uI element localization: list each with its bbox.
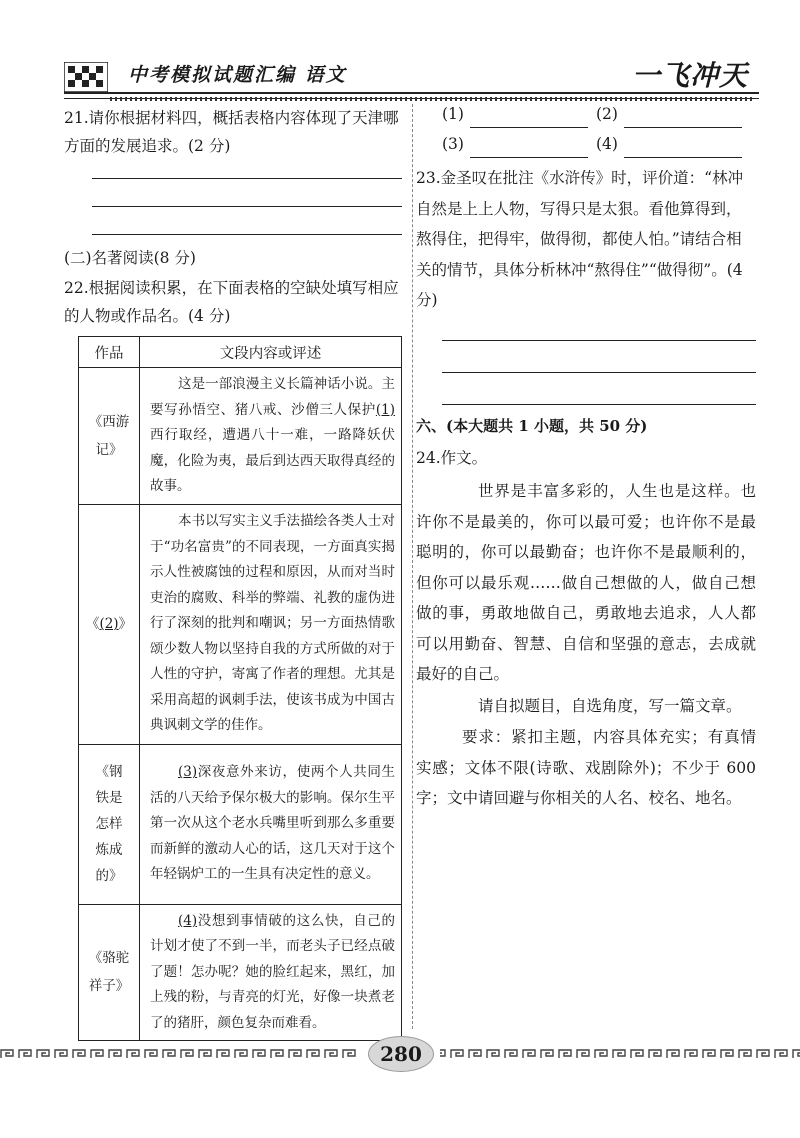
question-23: 23.金圣叹在批注《水浒传》时，评价道：“林冲自然是上上人物，写得只是太狠。看他算得到，熬得住，把得牢，做得彻，都使人怕。”请结合相关的情节，具体分析林冲“熬得住”“做得彻”。(4 分): [416, 169, 744, 309]
section-2-heading: (二)名著阅读(8 分): [64, 249, 196, 267]
blank-3[interactable]: (3): [178, 764, 198, 781]
blank-input-2[interactable]: [624, 109, 742, 128]
header-title: 中考模拟试题汇编 语文: [128, 64, 347, 86]
works-table: [78, 336, 402, 1041]
blank-1[interactable]: (1): [375, 401, 395, 418]
blank-input-3[interactable]: [470, 139, 588, 158]
work-bracket: 》: [118, 616, 133, 632]
work-bracket: 《: [85, 616, 100, 632]
desc-text: 西行取经，遭遇八十一难，一路降妖伏魔，化险为夷，最后到达西天取得真经的故事。: [150, 427, 395, 494]
work-cell: 《西游记》: [79, 368, 140, 505]
col-desc-header: 文段内容或评述: [140, 337, 402, 368]
checker-logo-icon: [64, 62, 108, 92]
blank-label: (2): [596, 105, 618, 123]
blank-input-1[interactable]: [470, 109, 588, 128]
page-number: 280: [368, 1036, 434, 1072]
essay-prompt: 世界是丰富多彩的，人生也是这样。也许你不是最美的，你可以最可爱；也许你不是最聪明的，你可以最勤奋；也许你不是最顺利的，但你可以最乐观……做自己想做的人，做自己想做的事，勇敢地做自己，勇敢地去追求，人人都可以用勤奋、智慧、自信和坚强的意志，去成就最好的自己。: [416, 482, 756, 683]
blank-row-2: [596, 100, 742, 128]
table-row: [79, 368, 402, 505]
answer-line[interactable]: [442, 404, 756, 405]
blank-input-4[interactable]: [624, 139, 742, 158]
desc-text: 没想到事情破的这么快，自己的计划才使了不到一半，而老头子已经点破了题！怎办呢？她的脸红起来，黑红，加上残的粉，与青亮的灯光，好像一块煮老了的猪肝，颜色复杂而难看。: [150, 912, 395, 1031]
essay-requirements: 要求：紧扣主题，内容具体充实；有真情实感；文体不限(诗歌、戏剧除外)；不少于 600 字；文中请回避与你相关的人名、校名、地名。: [416, 728, 756, 807]
essay-instruction: 请自拟题目，自选角度，写一篇文章。: [478, 697, 742, 715]
work-title: 《钢铁是怎样炼成的》: [95, 764, 123, 884]
blank-row-4: [596, 130, 742, 158]
answer-line[interactable]: [92, 206, 402, 207]
blank-4[interactable]: (4): [178, 912, 198, 929]
blank-row-3: [442, 130, 588, 158]
section-6-heading: 六、(本大题共 1 小题，共 50 分): [416, 417, 648, 435]
desc-text: 本书以写实主义手法描绘各类人士对于“功名富贵”的不同表现，一方面真实揭示人性被腐蚀的过程和原因，从而对当时吏治的腐败、科举的弊端、礼教的虚伪进行了深刻的批判和嘲讽；另一方面热情歌颂少数人物以坚持自我的方式所做的对于人性的守护，寄寓了作者的理想。尤其是采用高超的讽刺手法，使该书成为中国古典讽刺文学的佳作。: [150, 513, 395, 734]
table-header-row: [79, 337, 402, 368]
table-row: [79, 744, 402, 904]
work-title: 《骆驼祥子》: [88, 950, 130, 995]
desc-cell: [140, 904, 402, 1041]
blank-label: (4): [596, 135, 618, 153]
desc-text: 深夜意外来访，使两个人共同生活的八天给予保尔极大的影响。保尔生平第一次从这个老水兵嘴里听到那么多重要而新鲜的激动人心的话，这几天对于这个年轻锅炉工的一生具有决定性的意义。: [150, 764, 395, 883]
answer-line[interactable]: [442, 372, 756, 373]
blank-label: (3): [442, 135, 464, 153]
blank-label: (1): [442, 105, 464, 123]
work-cell: [79, 744, 140, 904]
answer-line[interactable]: [92, 234, 402, 235]
brand-logo: 一飞冲天: [632, 59, 749, 92]
blank-row-1: [442, 100, 588, 128]
desc-cell: [140, 504, 402, 744]
answer-line[interactable]: [92, 178, 402, 179]
desc-cell: [140, 368, 402, 505]
table-row: [79, 904, 402, 1041]
desc-cell: [140, 744, 402, 904]
column-divider: [412, 104, 414, 1029]
table-row: [79, 504, 402, 744]
question-24: 24.作文。: [416, 449, 488, 467]
blank-2[interactable]: (2): [99, 616, 119, 632]
question-22: 22.根据阅读积累，在下面表格的空缺处填写相应的人物或作品名。(4 分): [64, 279, 399, 325]
desc-text: 这是一部浪漫主义长篇神话小说。主要写孙悟空、猪八戒、沙僧三人保护: [150, 376, 395, 418]
col-work-header: 作品: [79, 337, 140, 368]
question-21: 21.请你根据材料四，概括表格内容体现了天津哪方面的发展追求。(2 分): [64, 109, 399, 155]
work-cell: [79, 904, 140, 1041]
answer-line[interactable]: [442, 340, 756, 341]
work-cell: [79, 504, 140, 744]
